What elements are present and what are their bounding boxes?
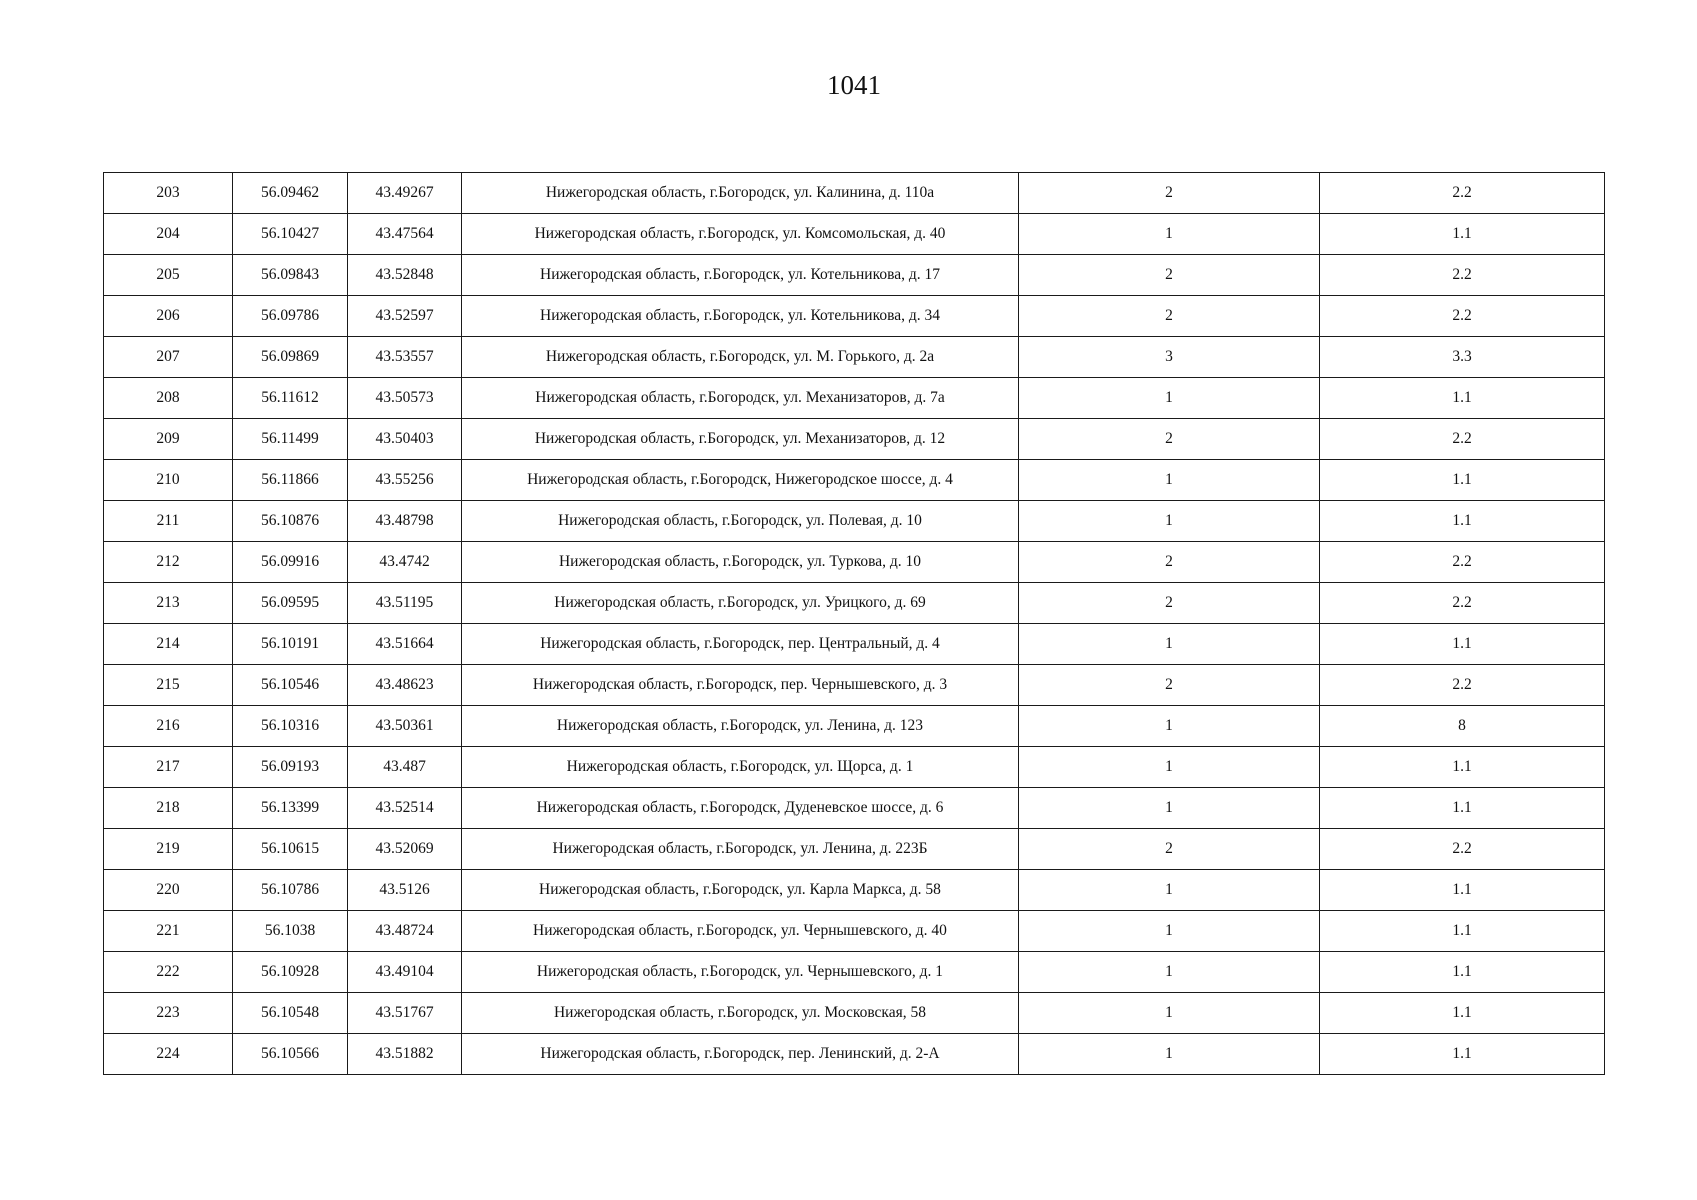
value-cell: 8: [1320, 706, 1605, 747]
longitude-cell: 43.487: [348, 747, 462, 788]
table-row: [104, 624, 1605, 665]
table-row: [104, 296, 1605, 337]
count-cell: 1: [1019, 624, 1320, 665]
count-cell: 1: [1019, 1034, 1320, 1075]
row-number-cell: 223: [104, 993, 233, 1034]
address-cell: Нижегородская область, г.Богородск, ул. Ленина, д. 123: [462, 706, 1019, 747]
count-cell: 1: [1019, 214, 1320, 255]
address-cell: Нижегородская область, г.Богородск, ул. Московская, 58: [462, 993, 1019, 1034]
row-number-cell: 205: [104, 255, 233, 296]
latitude-cell: 56.1038: [233, 911, 348, 952]
row-number-cell: 212: [104, 542, 233, 583]
longitude-cell: 43.48798: [348, 501, 462, 542]
latitude-cell: 56.09462: [233, 173, 348, 214]
row-number-cell: 215: [104, 665, 233, 706]
count-cell: 1: [1019, 788, 1320, 829]
latitude-cell: 56.10928: [233, 952, 348, 993]
latitude-cell: 56.09843: [233, 255, 348, 296]
row-number-cell: 208: [104, 378, 233, 419]
count-cell: 1: [1019, 870, 1320, 911]
address-cell: Нижегородская область, г.Богородск, ул. Ленина, д. 223Б: [462, 829, 1019, 870]
address-cell: Нижегородская область, г.Богородск, пер. Чернышевского, д. 3: [462, 665, 1019, 706]
value-cell: 2.2: [1320, 829, 1605, 870]
row-number-cell: 220: [104, 870, 233, 911]
latitude-cell: 56.09916: [233, 542, 348, 583]
longitude-cell: 43.50573: [348, 378, 462, 419]
count-cell: 2: [1019, 296, 1320, 337]
value-cell: 1.1: [1320, 747, 1605, 788]
value-cell: 3.3: [1320, 337, 1605, 378]
latitude-cell: 56.09595: [233, 583, 348, 624]
count-cell: 1: [1019, 747, 1320, 788]
value-cell: 1.1: [1320, 214, 1605, 255]
count-cell: 2: [1019, 583, 1320, 624]
address-cell: Нижегородская область, г.Богородск, ул. Туркова, д. 10: [462, 542, 1019, 583]
address-cell: Нижегородская область, г.Богородск, ул. Щорса, д. 1: [462, 747, 1019, 788]
longitude-cell: 43.52848: [348, 255, 462, 296]
table-row: [104, 337, 1605, 378]
count-cell: 1: [1019, 911, 1320, 952]
value-cell: 1.1: [1320, 1034, 1605, 1075]
address-cell: Нижегородская область, г.Богородск, ул. Полевая, д. 10: [462, 501, 1019, 542]
count-cell: 2: [1019, 542, 1320, 583]
table-row: [104, 1034, 1605, 1075]
count-cell: 1: [1019, 501, 1320, 542]
table-row: [104, 788, 1605, 829]
row-number-cell: 218: [104, 788, 233, 829]
table-row: [104, 870, 1605, 911]
row-number-cell: 206: [104, 296, 233, 337]
latitude-cell: 56.10876: [233, 501, 348, 542]
longitude-cell: 43.48724: [348, 911, 462, 952]
table-row: [104, 583, 1605, 624]
longitude-cell: 43.52069: [348, 829, 462, 870]
value-cell: 1.1: [1320, 870, 1605, 911]
table-row: [104, 665, 1605, 706]
count-cell: 1: [1019, 460, 1320, 501]
latitude-cell: 56.09193: [233, 747, 348, 788]
address-cell: Нижегородская область, г.Богородск, ул. Комсомольская, д. 40: [462, 214, 1019, 255]
count-cell: 1: [1019, 993, 1320, 1034]
table-row: [104, 829, 1605, 870]
longitude-cell: 43.49267: [348, 173, 462, 214]
longitude-cell: 43.51195: [348, 583, 462, 624]
latitude-cell: 56.09786: [233, 296, 348, 337]
count-cell: 3: [1019, 337, 1320, 378]
row-number-cell: 204: [104, 214, 233, 255]
latitude-cell: 56.10191: [233, 624, 348, 665]
latitude-cell: 56.10546: [233, 665, 348, 706]
latitude-cell: 56.10786: [233, 870, 348, 911]
longitude-cell: 43.52597: [348, 296, 462, 337]
longitude-cell: 43.50361: [348, 706, 462, 747]
row-number-cell: 210: [104, 460, 233, 501]
table-row: [104, 460, 1605, 501]
table-row: [104, 706, 1605, 747]
latitude-cell: 56.11499: [233, 419, 348, 460]
row-number-cell: 219: [104, 829, 233, 870]
row-number-cell: 222: [104, 952, 233, 993]
table-row: [104, 419, 1605, 460]
count-cell: 2: [1019, 419, 1320, 460]
longitude-cell: 43.51664: [348, 624, 462, 665]
longitude-cell: 43.49104: [348, 952, 462, 993]
table-row: [104, 747, 1605, 788]
address-cell: Нижегородская область, г.Богородск, ул. Механизаторов, д. 12: [462, 419, 1019, 460]
longitude-cell: 43.53557: [348, 337, 462, 378]
table-row: [104, 173, 1605, 214]
table-row: [104, 501, 1605, 542]
longitude-cell: 43.52514: [348, 788, 462, 829]
address-cell: Нижегородская область, г.Богородск, ул. М. Горького, д. 2а: [462, 337, 1019, 378]
value-cell: 2.2: [1320, 255, 1605, 296]
latitude-cell: 56.10566: [233, 1034, 348, 1075]
count-cell: 1: [1019, 378, 1320, 419]
row-number-cell: 221: [104, 911, 233, 952]
value-cell: 2.2: [1320, 583, 1605, 624]
count-cell: 2: [1019, 665, 1320, 706]
latitude-cell: 56.10615: [233, 829, 348, 870]
value-cell: 1.1: [1320, 952, 1605, 993]
latitude-cell: 56.10548: [233, 993, 348, 1034]
table-row: [104, 255, 1605, 296]
row-number-cell: 203: [104, 173, 233, 214]
longitude-cell: 43.48623: [348, 665, 462, 706]
count-cell: 2: [1019, 173, 1320, 214]
longitude-cell: 43.55256: [348, 460, 462, 501]
longitude-cell: 43.51767: [348, 993, 462, 1034]
value-cell: 1.1: [1320, 993, 1605, 1034]
address-cell: Нижегородская область, г.Богородск, ул. Карла Маркса, д. 58: [462, 870, 1019, 911]
page-number: 1041: [827, 70, 881, 100]
value-cell: 1.1: [1320, 501, 1605, 542]
address-cell: Нижегородская область, г.Богородск, ул. Калинина, д. 110а: [462, 173, 1019, 214]
table-row: [104, 378, 1605, 419]
table-row: [104, 952, 1605, 993]
row-number-cell: 224: [104, 1034, 233, 1075]
row-number-cell: 217: [104, 747, 233, 788]
row-number-cell: 207: [104, 337, 233, 378]
address-cell: Нижегородская область, г.Богородск, ул. Котельникова, д. 34: [462, 296, 1019, 337]
count-cell: 1: [1019, 706, 1320, 747]
count-cell: 2: [1019, 255, 1320, 296]
row-number-cell: 214: [104, 624, 233, 665]
table-body: [104, 173, 1605, 1075]
latitude-cell: 56.11612: [233, 378, 348, 419]
value-cell: 1.1: [1320, 378, 1605, 419]
data-table: [103, 172, 1605, 1075]
address-cell: Нижегородская область, г.Богородск, ул. Чернышевского, д. 1: [462, 952, 1019, 993]
address-cell: Нижегородская область, г.Богородск, пер. Центральный, д. 4: [462, 624, 1019, 665]
value-cell: 1.1: [1320, 911, 1605, 952]
count-cell: 2: [1019, 829, 1320, 870]
row-number-cell: 216: [104, 706, 233, 747]
value-cell: 2.2: [1320, 419, 1605, 460]
address-cell: Нижегородская область, г.Богородск, ул. Чернышевского, д. 40: [462, 911, 1019, 952]
value-cell: 1.1: [1320, 788, 1605, 829]
latitude-cell: 56.10427: [233, 214, 348, 255]
address-cell: Нижегородская область, г.Богородск, ул. Котельникова, д. 17: [462, 255, 1019, 296]
row-number-cell: 209: [104, 419, 233, 460]
table-row: [104, 214, 1605, 255]
latitude-cell: 56.09869: [233, 337, 348, 378]
table-row: [104, 542, 1605, 583]
longitude-cell: 43.50403: [348, 419, 462, 460]
row-number-cell: 211: [104, 501, 233, 542]
value-cell: 2.2: [1320, 173, 1605, 214]
address-cell: Нижегородская область, г.Богородск, Дуденевское шоссе, д. 6: [462, 788, 1019, 829]
address-cell: Нижегородская область, г.Богородск, пер. Ленинский, д. 2-А: [462, 1034, 1019, 1075]
latitude-cell: 56.10316: [233, 706, 348, 747]
value-cell: 2.2: [1320, 296, 1605, 337]
value-cell: 2.2: [1320, 665, 1605, 706]
value-cell: 1.1: [1320, 460, 1605, 501]
count-cell: 1: [1019, 952, 1320, 993]
table-row: [104, 911, 1605, 952]
address-cell: Нижегородская область, г.Богородск, ул. Механизаторов, д. 7а: [462, 378, 1019, 419]
table-row: [104, 993, 1605, 1034]
longitude-cell: 43.5126: [348, 870, 462, 911]
value-cell: 1.1: [1320, 624, 1605, 665]
longitude-cell: 43.47564: [348, 214, 462, 255]
value-cell: 2.2: [1320, 542, 1605, 583]
latitude-cell: 56.11866: [233, 460, 348, 501]
longitude-cell: 43.4742: [348, 542, 462, 583]
latitude-cell: 56.13399: [233, 788, 348, 829]
longitude-cell: 43.51882: [348, 1034, 462, 1075]
address-cell: Нижегородская область, г.Богородск, Нижегородское шоссе, д. 4: [462, 460, 1019, 501]
address-cell: Нижегородская область, г.Богородск, ул. Урицкого, д. 69: [462, 583, 1019, 624]
row-number-cell: 213: [104, 583, 233, 624]
